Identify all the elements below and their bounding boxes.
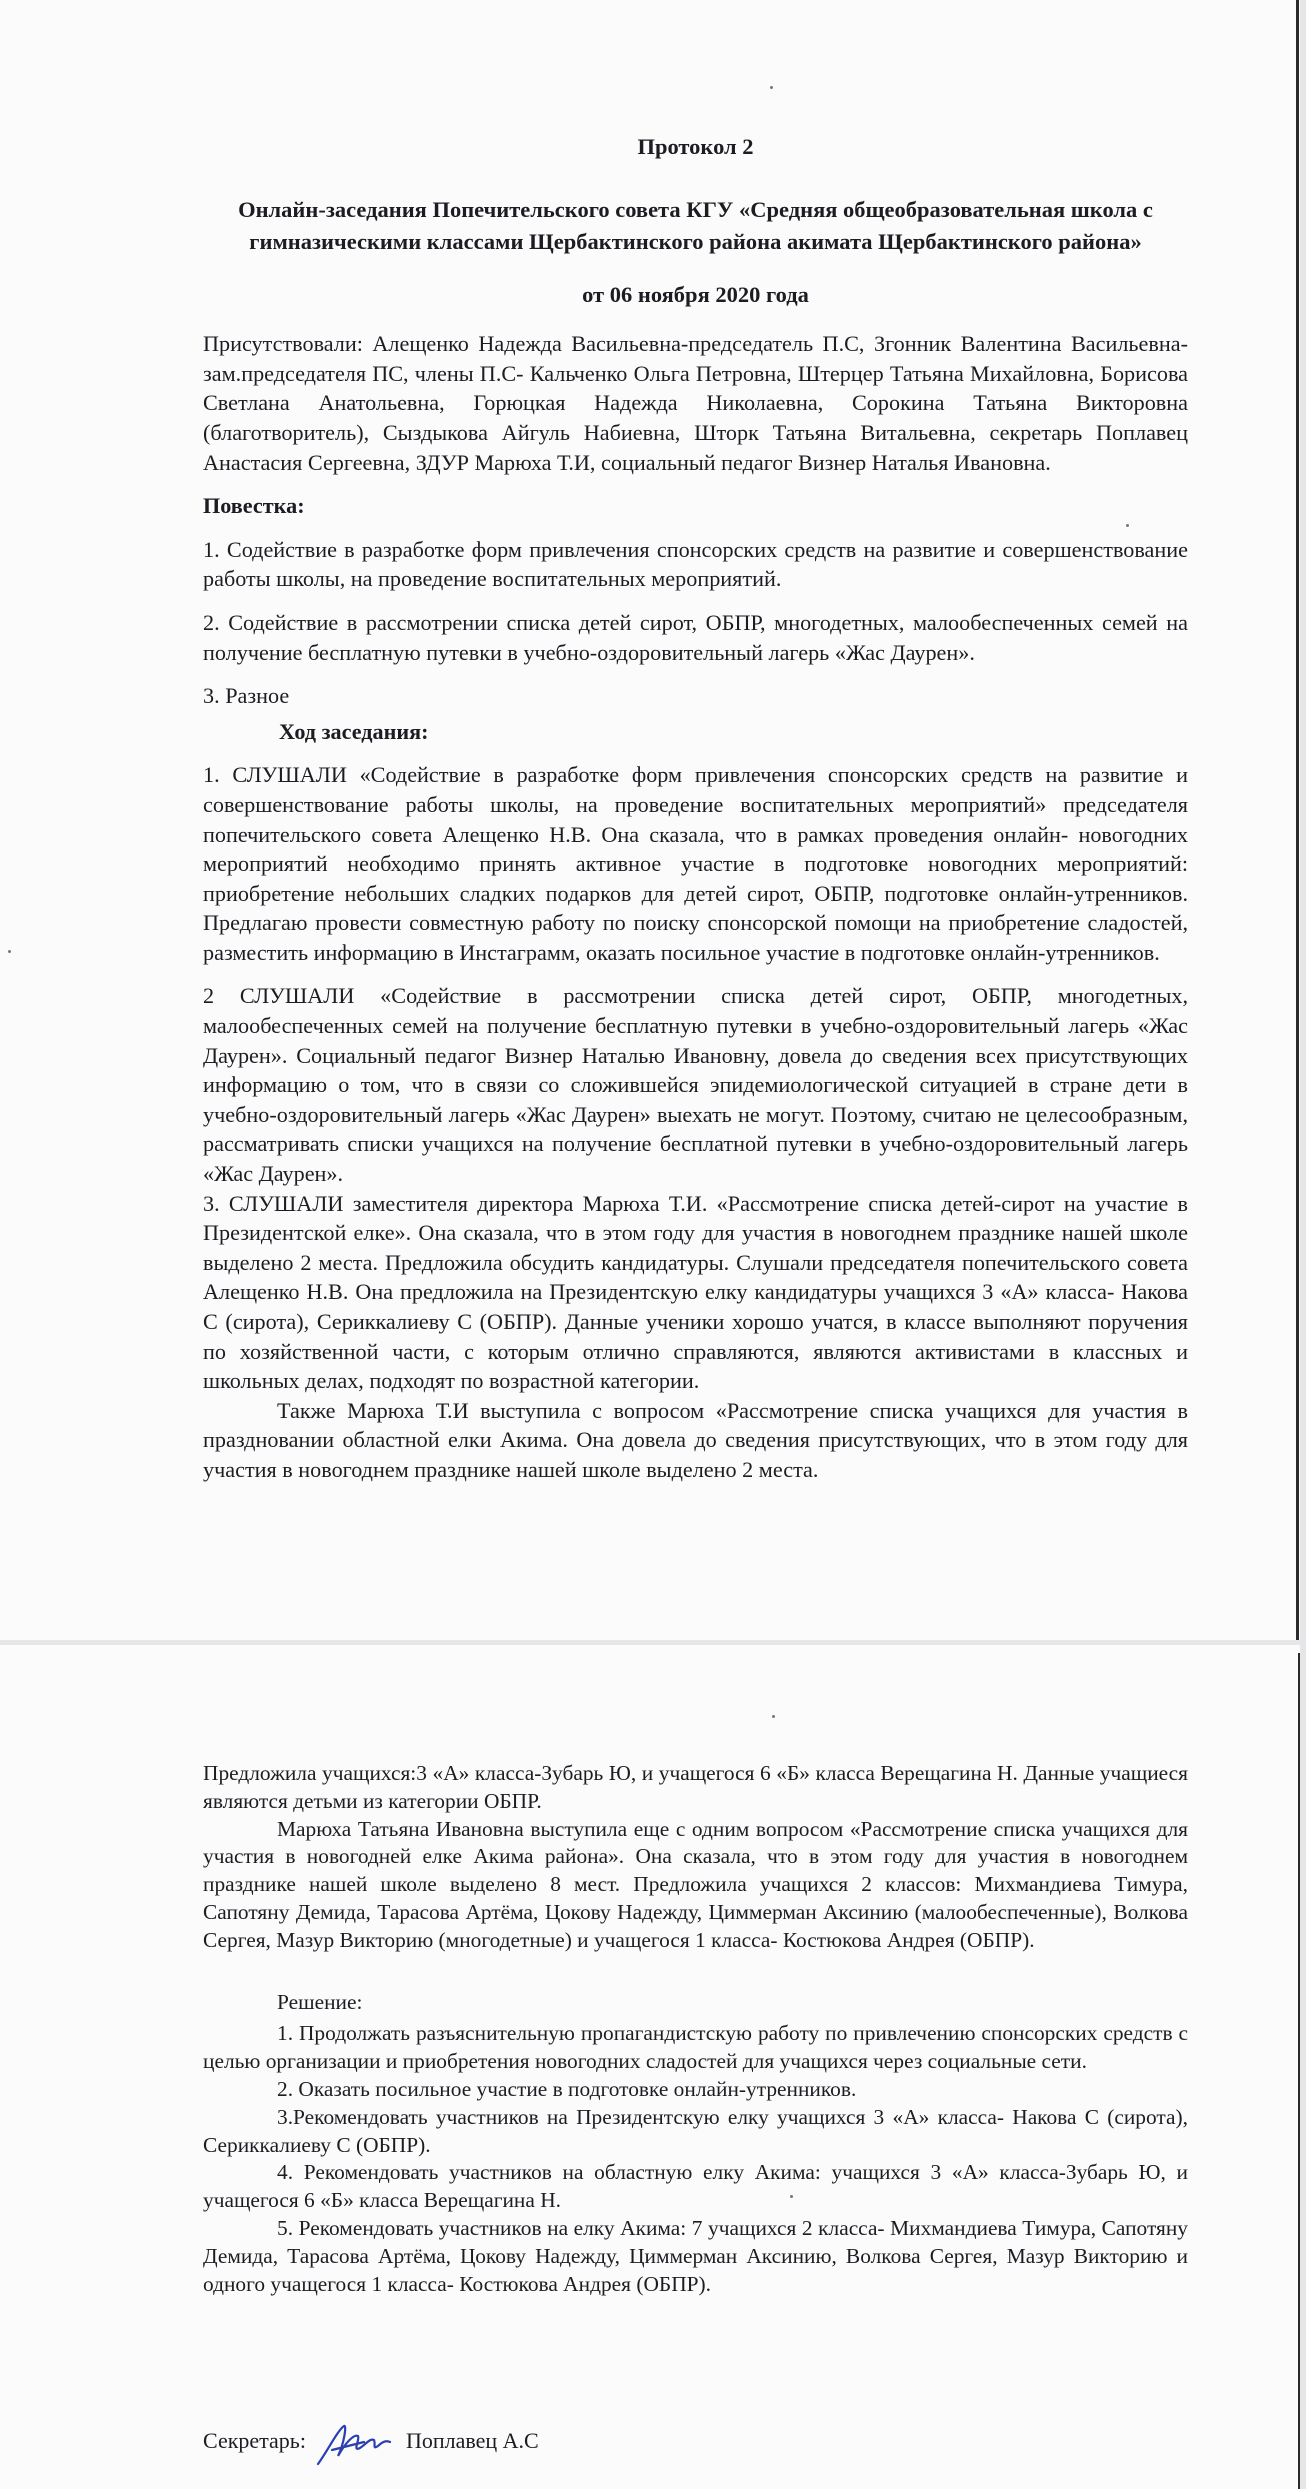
- proceedings-item: Предложила учащихся:3 «А» класса-Зубарь Ю, и учащегося 6 «Б» класса Верещагина Н. Данные учащиеся являются детьми из категории ОБПР.: [203, 1761, 1188, 1813]
- decision-item: 3.Рекомендовать участников на Президентскую елку учащихся 3 «А» класса- Накова С (сирота), Сериккалиеву С (ОБПР).: [203, 2104, 1188, 2157]
- scan-edge-line: [1296, 0, 1299, 1640]
- signature-label: Секретарь:: [203, 2428, 306, 2453]
- document-date: от 06 ноября 2020 года: [582, 281, 809, 307]
- signature-block: [203, 2420, 539, 2462]
- decision-item: 1. Продолжать разъяснительную пропагандистскую работу по привлечению спонсорских средств с целью организации и приобретения новогодних сладостей для учащихся через социальные сети.: [203, 2021, 1188, 2074]
- scan-edge-line: [1298, 1653, 1300, 2489]
- proceedings-item: Также Марюха Т.И выступила с вопросом «Рассмотрение списка учащихся для участия в праздновании областной елки Акима. Она довела до сведения присутствующих, что в этом году для участия в новогоднем празднике нашей школе выделено 2 места.: [203, 1397, 1188, 1482]
- attendees-paragraph: Присутствовали: Алещенко Надежда Васильевна-председатель П.С, Згонник Валентина Васильевна-зам.председателя ПС, члены П.С- Кальченко Ольга Петровна, Штерцер Татьяна Михайловна, Борисова Светлана Анатольевна, Горюцкая Надежда Николаевна, Сорокина Татьяна Викторовна (благотворитель), Сыздыкова Айгуль Набиевна, Шторк Татьяна Витальевна, секретарь Поплавец Анастасия Сергеевна, ЗДУР Марюха Т.И, социальный педагог Визнер Наталья Ивановна.: [203, 331, 1188, 475]
- proceedings-heading: Ход заседания:: [279, 718, 429, 744]
- decision-item: 5. Рекомендовать участников на елку Акима: 7 учащихся 2 класса- Михмандиева Тимура, Сапотяну Демида, Тарасова Артёма, Цокову Надежду, Циммерман Аксинию, Волкова Сергея, Мазур Викторию и одного учащегося 1 класса- Костюкова Андрея (ОБПР).: [203, 2215, 1188, 2296]
- decision-heading: Решение:: [277, 1989, 363, 2014]
- proceedings-item: 2 СЛУШАЛИ «Содействие в рассмотрении списка детей сирот, ОБПР, многодетных, малообеспеченных семей на получение бесплатную путевки в учебно-оздоровительный лагерь «Жас Даурен». Социальный педагог Визнер Наталью Ивановну, довела до сведения всех присутствующих информацию о том, что в связи со сложившейся эпидемиологической ситуацией в стране дети в учебно-оздоровительный лагерь «Жас Даурен» выехать не могут. Поэтому, считаю не целесообразным, рассматривать списки учащихся на получение бесплатной путевки в учебно-оздоровительный лагерь «Жас Даурен».: [203, 983, 1188, 1187]
- secretary-name: Поплавец А.С: [405, 2428, 539, 2453]
- page-2-text: [203, 1760, 1188, 2298]
- agenda-item: 1. Содействие в разработке форм привлечения спонсорских средств на развитие и совершенствование работы школы, на проведение воспитательных мероприятий.: [203, 536, 1188, 592]
- scan-speck: [772, 1715, 775, 1718]
- page-1-text: [203, 132, 1188, 1485]
- proceedings-item: Марюха Татьяна Ивановна выступила еще с одним вопросом «Рассмотрение списка учащихся для участия в новогодней елке Акима района». Она сказала, что в этом году для участия в новогоднем празднике нашей школе выделено 8 мест. Предложила учащихся 2 классов: Михмандиева Тимура, Сапотяну Демида, Тарасова Артёма, Цокову Надежду, Циммерман Аксинию (малообеспеченные), Волкова Сергея, Мазур Викторию (многодетные) и учащегося 1 класса- Костюкова Андрея (ОБПР).: [203, 1816, 1188, 1952]
- agenda-item: 2. Содействие в рассмотрении списка детей сирот, ОБПР, многодетных, малообеспеченных семей на получение бесплатную путевки в учебно-оздоровительный лагерь «Жас Даурен».: [203, 609, 1188, 665]
- scan-speck: [8, 950, 11, 953]
- document-title: Протокол 2: [637, 134, 754, 159]
- decision-item: 4. Рекомендовать участников на областную елку Акима: учащихся 3 «А» класса-Зубарь Ю, и учащегося 6 «Б» класса Верещагина Н.: [203, 2160, 1188, 2213]
- document-subtitle: Онлайн-заседания Попечительского совета КГУ «Средняя общеобразовательная школа с гимназическими классами Щербактинского района акимата Щербактинского района»: [238, 196, 1153, 254]
- handwritten-signature-icon: [314, 2420, 394, 2470]
- proceedings-item: 3. СЛУШАЛИ заместителя директора Марюха Т.И. «Рассмотрение списка детей-сирот на участие в Президентской елке». Она сказала, что в этом году для участия в новогоднем празднике нашей школе выделено 2 места. Предложила обсудить кандидатуры. Слушали председателя попечительского совета Алещенко Н.В. Она предложила на Президентскую елку кандидатуры учащихся 3 «А» класса- Накова С (сирота), Сериккалиеву С (ОБПР). Данные ученики хорошо учатся, в классе выполняют поручения по хозяйственной части, с которым отлично справляются, являются активистами в классных и школьных делах, подходят по возрастной категории.: [203, 1190, 1188, 1394]
- proceedings-item: 1. СЛУШАЛИ «Содействие в разработке форм привлечения спонсорских средств на развитие и совершенствование работы школы, на проведение воспитательных мероприятий» председателя попечительского совета Алещенко Н.В. Она сказала, что в рамках проведения онлайн- новогодних мероприятий необходимо принять активное участие в подготовке новогодних мероприятий: приобретение небольших сладких подарков для детей сирот, ОБПР, подготовке онлайн-утренников. Предлагаю провести совместную работу по поиску спонсорской помощи на приобретение сладостей, разместить информацию в Инстаграмм, оказать посильное участие в подготовке онлайн-утренников.: [203, 762, 1188, 965]
- decision-item: 2. Оказать посильное участие в подготовке онлайн-утренников.: [277, 2076, 857, 2101]
- agenda-item: 3. Разное: [203, 683, 290, 709]
- scan-speck: [770, 86, 773, 89]
- agenda-heading: Повестка:: [203, 493, 305, 519]
